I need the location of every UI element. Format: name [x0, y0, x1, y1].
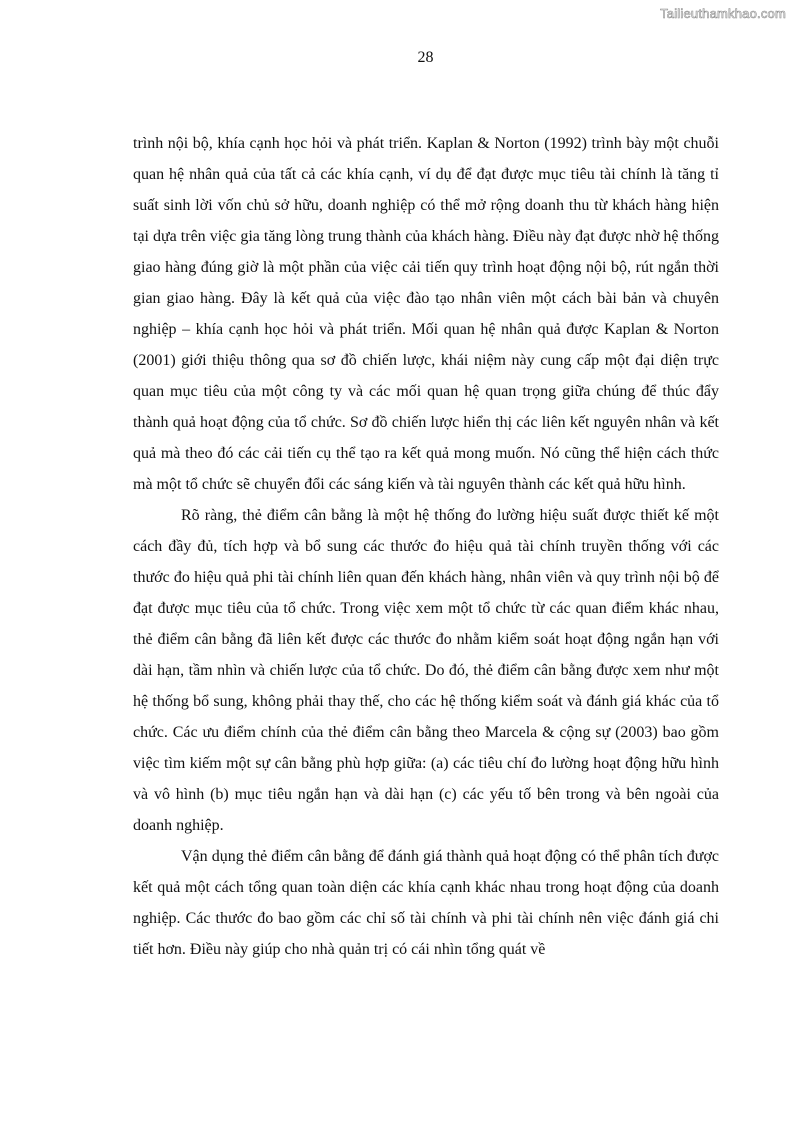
page-number: 28 — [417, 49, 434, 66]
paragraph-1: trình nội bộ, khía cạnh học hỏi và phát triển. Kaplan & Norton (1992) trình bày một chuỗi quan hệ nhân quả của tất cả các khía cạnh, ví dụ để đạt được mục tiêu tài chính là tăng tỉ suất sinh lời vốn chủ sở hữu, doanh nghiệp có thể mở rộng doanh thu từ khách hàng hiện tại dựa trên việc gia tăng lòng trung thành của khách hàng. Điều này đạt được nhờ hệ thống giao hàng đúng giờ là một phần của việc cải tiến quy trình hoạt động nội bộ, rút ngắn thời gian giao hàng. Đây là kết quả của việc đào tạo nhân viên một cách bài bản và chuyên nghiệp – khía cạnh học hỏi và phát triển. Mối quan hệ nhân quả được Kaplan & Norton (2001) giới thiệu thông qua sơ đồ chiến lược, khái niệm này cung cấp một đại diện trực quan mục tiêu của một công ty và các mối quan hệ quan trọng giữa chúng để thúc đẩy thành quả hoạt động của tổ chức. Sơ đồ chiến lược hiển thị các liên kết nguyên nhân và kết quả mà theo đó các cải tiến cụ thể tạo ra kết quả mong muốn. Nó cũng thể hiện cách thức mà một tổ chức sẽ chuyển đổi các sáng kiến và tài nguyên thành các kết quả hữu hình. — [133, 135, 719, 493]
document-body — [133, 128, 719, 965]
paragraph-2: Rõ ràng, thẻ điểm cân bằng là một hệ thống đo lường hiệu suất được thiết kế một cách đầy đủ, tích hợp và bổ sung các thước đo hiệu quả tài chính truyền thống với các thước đo hiệu quả phi tài chính liên quan đến khách hàng, nhân viên và quy trình nội bộ để đạt được mục tiêu của tổ chức. Trong việc xem một tổ chức từ các quan điểm khác nhau, thẻ điểm cân bằng đã liên kết được các thước đo nhằm kiểm soát hoạt động ngắn hạn với dài hạn, tầm nhìn và chiến lược của tổ chức. Do đó, thẻ điểm cân bằng được xem như một hệ thống bổ sung, không phải thay thế, cho các hệ thống kiểm soát và đánh giá khác của tổ chức. Các ưu điểm chính của thẻ điểm cân bằng theo Marcela & cộng sự (2003) bao gồm việc tìm kiếm một sự cân bằng phù hợp giữa: (a) các tiêu chí đo lường hoạt động hữu hình và vô hình (b) mục tiêu ngắn hạn và dài hạn (c) các yếu tố bên trong và bên ngoài của doanh nghiệp. — [133, 507, 719, 834]
paragraph-3: Vận dụng thẻ điểm cân bằng để đánh giá thành quả hoạt động có thể phân tích được kết quả một cách tổng quan toàn diện các khía cạnh khác nhau trong hoạt động của doanh nghiệp. Các thước đo bao gồm các chỉ số tài chính và phi tài chính nên việc đánh giá chi tiết hơn. Điều này giúp cho nhà quản trị có cái nhìn tổng quát về — [133, 848, 719, 958]
watermark: Tailieuthamkhao.com — [660, 6, 786, 21]
